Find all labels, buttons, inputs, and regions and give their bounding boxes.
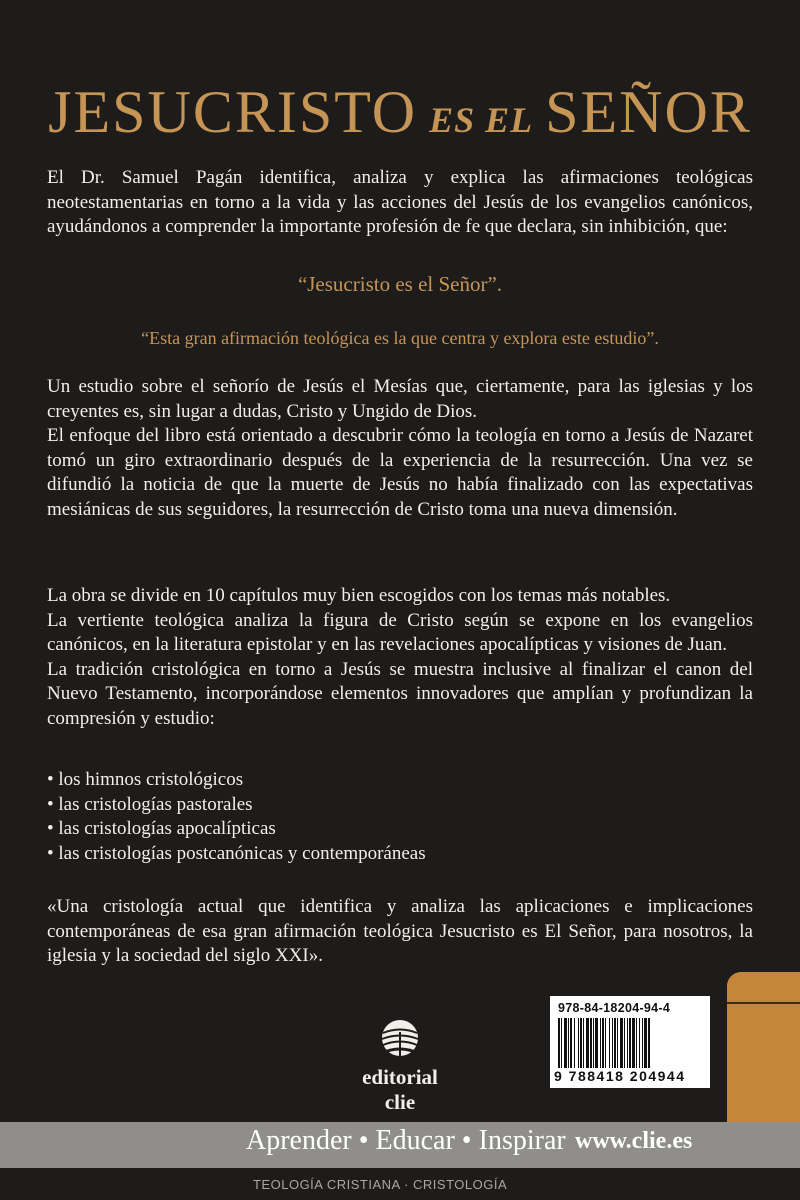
isbn-barcode (550, 996, 710, 1088)
description-block-a (47, 375, 753, 522)
slogan: Aprender • Educar • Inspirar (246, 1125, 566, 1156)
description-block-b (47, 584, 753, 731)
main-quote: “Jesucristo es el Señor”. (297, 272, 503, 296)
decorative-tab (727, 972, 800, 1122)
barcode-bar (590, 1018, 592, 1068)
barcode-bar (602, 1018, 604, 1068)
barcode-bar (627, 1018, 628, 1068)
barcode-bar (632, 1018, 635, 1068)
tab-divider (727, 1002, 800, 1004)
publisher-logo (350, 1018, 450, 1115)
title-part-3: SEÑOR (545, 79, 752, 145)
category-label: TEOLOGÍA CRISTIANA · CRISTOLOGÍA (253, 1177, 508, 1192)
barcode-bar (564, 1018, 567, 1068)
barcode-bar (612, 1018, 613, 1068)
barcode-bar (642, 1018, 643, 1068)
barcode-bar (600, 1018, 601, 1068)
paragraph: La vertiente teológica analiza la figura de Cristo según se expone en los evangelios canónicos, en la literatura epistolar y en las revelaciones apocalípticas y visiones de Juan. (47, 609, 753, 655)
paragraph: La obra se divide en 10 capítulos muy bien escogidos con los temas más notables. (47, 585, 671, 606)
barcode-bar (648, 1018, 650, 1068)
closing-block (47, 895, 753, 969)
barcode-bar (568, 1018, 569, 1068)
barcode-bar (583, 1018, 584, 1068)
secondary-quote: “Esta gran afirmación teológica es la que centra y explora este estudio”. (141, 328, 659, 348)
barcode-bar (639, 1018, 640, 1068)
barcode-bar (558, 1018, 560, 1068)
book-title (0, 78, 800, 147)
barcode-bar (605, 1018, 606, 1068)
paragraph: Un estudio sobre el señorío de Jesús el Mesías que, ciertamente, para las iglesias y los creyentes es, sin lugar a dudas, Cristo y Ungido de Dios. (47, 376, 753, 422)
paragraph: El enfoque del libro está orientado a descubrir cómo la teología en torno a Jesús de Nazaret tomó un giro extraordinario después de la experiencia de la resurrección. Una vez se difundió la noticia de que la muerte de Jesús no había finalizado con las expectativas mesiánicas de sus seguidores, la resurrección de Cristo toma una nueva dimensión. (47, 425, 753, 520)
barcode-bar (593, 1018, 594, 1068)
barcode-bar (624, 1018, 625, 1068)
barcode-bar (617, 1018, 618, 1068)
globe-book-icon (374, 1018, 426, 1058)
barcode-bar (561, 1018, 562, 1068)
website-link: www.clie.es (575, 1128, 693, 1154)
title-part-2: ES EL (429, 100, 534, 140)
title-part-1: JESUCRISTO (48, 79, 418, 145)
list-item: • los himnos cristológicos (47, 769, 244, 790)
barcode-bar (586, 1018, 589, 1068)
topics-list (47, 768, 426, 866)
list-item: • las cristologías apocalípticas (47, 818, 276, 839)
barcode-bar (629, 1018, 631, 1068)
barcode-bar (620, 1018, 623, 1068)
barcode-bar (595, 1018, 598, 1068)
barcode-bar (574, 1018, 575, 1068)
barcode-bar (570, 1018, 572, 1068)
intro-paragraph-block (47, 166, 753, 240)
barcode-digits: 9 788418 204944 (554, 1068, 686, 1084)
publisher-name: editorial clie (362, 1065, 438, 1114)
list-item: • las cristologías pastorales (47, 793, 253, 815)
barcode-bar (609, 1018, 610, 1068)
intro-paragraph: El Dr. Samuel Pagán identifica, analiza y explica las afirmaciones teológicas neotestamentarias en torno a la vida y las acciones del Jesús de los evangelios canónicos, ayudándonos a comprender la importante profesión de fe que declara, sin inhibición, que: (47, 167, 753, 237)
barcode-bar (614, 1018, 616, 1068)
closing-quote: «Una cristología actual que identifica y analiza las aplicaciones e implicaciones contemporáneas de esa gran afirmación teológica Jesucristo es El Señor, para nosotros, la iglesia y la sociedad del siglo XXI». (47, 896, 753, 966)
barcode-bar (580, 1018, 582, 1068)
barcode-bar (636, 1018, 637, 1068)
paragraph: La tradición cristológica en torno a Jesús se muestra inclusive al finalizar el canon del Nuevo Testamento, incorporándose elementos innovadores que amplían y profundizan la compresión y estudio: (47, 658, 753, 729)
barcode-bar (644, 1018, 647, 1068)
barcode-icon (558, 1018, 702, 1068)
barcode-bar (578, 1018, 579, 1068)
list-item: • las cristologías postcanónicas y contemporáneas (47, 842, 426, 864)
isbn-number: 978-84-18204-94-4 (558, 1001, 671, 1015)
